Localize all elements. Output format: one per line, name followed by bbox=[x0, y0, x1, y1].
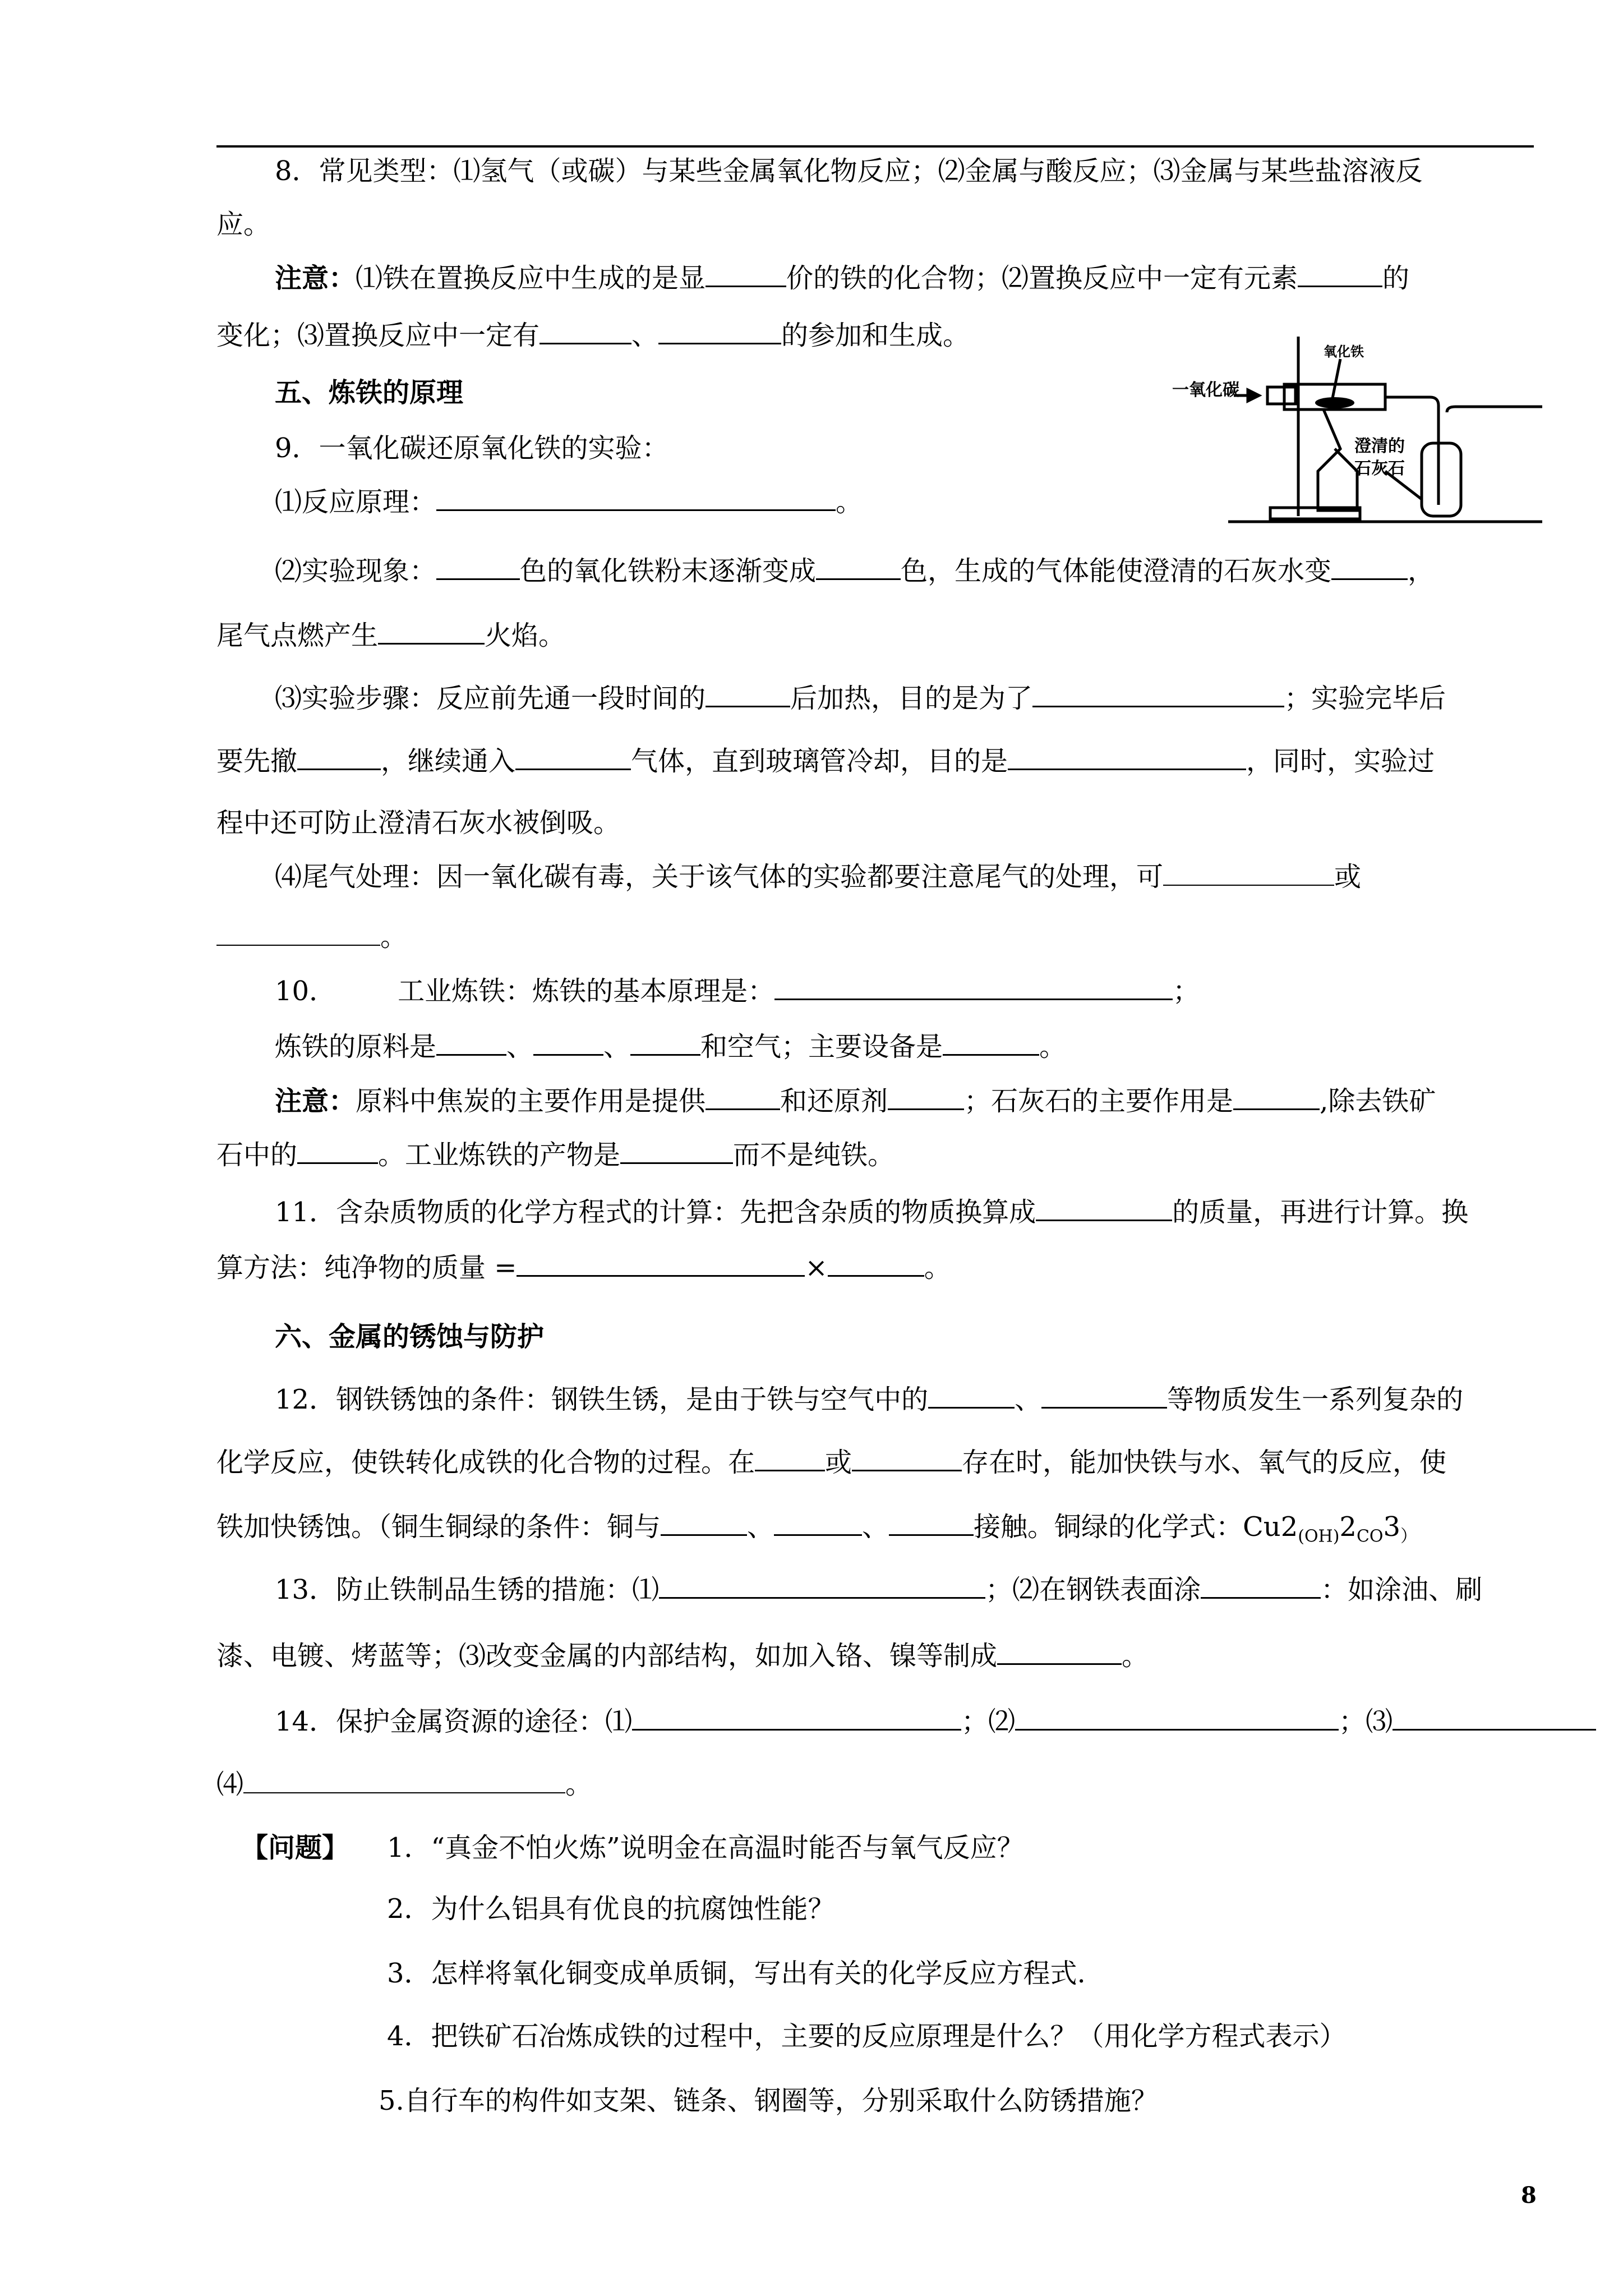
answer-blank bbox=[774, 976, 1173, 1000]
item-9-phenomena-line2: 尾气点燃产生 火焰。 bbox=[216, 620, 566, 651]
answer-blank bbox=[997, 1641, 1122, 1665]
item-9-principle: ⑴反应原理： 。 bbox=[275, 486, 863, 518]
answer-blank bbox=[706, 263, 786, 287]
co-reduction-apparatus-figure bbox=[1172, 331, 1542, 527]
fe2o3-label: 氧化铁 bbox=[1324, 344, 1364, 360]
question-2: 2．为什么铝具有优良的抗腐蚀性能？ bbox=[387, 1893, 835, 1925]
item-13-line2: 漆、电镀、烤蓝等；⑶改变金属的内部结构，如加入铬、镍等制成 。 bbox=[216, 1640, 1149, 1672]
answer-blank bbox=[1201, 1575, 1321, 1599]
answer-blank bbox=[1032, 683, 1284, 707]
answer-blank bbox=[658, 320, 781, 344]
item-9-steps-line2: 要先撤 ，继续通入 气体，直到玻璃管冷却，目的是 ，同时，实验过 bbox=[216, 746, 1435, 777]
note-2-line1: 注意：原料中焦炭的主要作用是提供 和还原剂 ；石灰石的主要作用是 ,除去铁矿 bbox=[275, 1085, 1436, 1117]
item-10-line1: 10． 工业炼铁：炼铁的基本原理是： ； bbox=[275, 976, 1200, 1007]
item-8-line1: 8．常见类型：⑴氢气（或碳）与某些金属氧化物反应；⑵金属与酸反应；⑶金属与某些盐溶液反 bbox=[275, 155, 1423, 187]
item-9-tailgas-line1: ⑷尾气处理：因一氧化碳有毒，关于该气体的实验都要注意尾气的处理，可 或 bbox=[275, 861, 1362, 892]
question-4: 4．把铁矿石冶炼成铁的过程中，主要的反应原理是什么？（用化学方程式表示） bbox=[387, 2021, 1347, 2052]
answer-blank bbox=[661, 1512, 747, 1536]
answer-blank bbox=[828, 1253, 924, 1277]
answer-blank bbox=[1298, 263, 1382, 287]
answer-blank bbox=[216, 922, 380, 946]
answer-blank bbox=[888, 1086, 964, 1110]
item-11-line1: 11．含杂质物质的化学方程式的计算：先把含杂质的物质换算成 的质量，再进行计算。换 bbox=[275, 1197, 1469, 1228]
item-8-line2: 应。 bbox=[216, 209, 271, 240]
question-3: 3．怎样将氧化铜变成单质铜，写出有关的化学反应方程式. bbox=[387, 1958, 1086, 1989]
answer-blank bbox=[540, 320, 631, 344]
answer-blank bbox=[620, 1140, 733, 1164]
answer-blank bbox=[1163, 862, 1334, 886]
answer-blank bbox=[632, 1706, 961, 1731]
header-rule bbox=[216, 145, 1534, 148]
section-5-heading: 五、炼铁的原理 bbox=[275, 377, 464, 408]
answer-blank bbox=[243, 1770, 565, 1793]
answer-blank bbox=[706, 683, 790, 707]
answer-blank bbox=[436, 556, 520, 580]
answer-blank bbox=[1015, 1706, 1339, 1731]
answer-blank bbox=[630, 1032, 700, 1056]
section-6-heading: 六、金属的锈蚀与防护 bbox=[275, 1321, 545, 1352]
answer-blank bbox=[816, 556, 901, 580]
item-14-line1: 14．保护金属资源的途径：⑴ ；⑵ ；⑶ bbox=[275, 1705, 1596, 1738]
limewater-label-2: 石灰石 bbox=[1354, 459, 1405, 478]
answer-blank bbox=[774, 1512, 862, 1536]
item-9-steps-line3: 程中还可防止澄清石灰水被倒吸。 bbox=[216, 807, 621, 839]
answer-blank bbox=[297, 746, 381, 770]
answer-blank bbox=[659, 1575, 985, 1599]
item-12-line3: 铁加快锈蚀。（铜生铜绿的条件：铜与 、 、 接触。铜绿的化学式：$Cu2_{(OH)}2_{CO}3_)$ bbox=[216, 1511, 1418, 1547]
answer-blank bbox=[436, 1032, 506, 1056]
limewater-label-1: 澄清的 bbox=[1354, 436, 1405, 456]
item-12-line1: 12．钢铁锈蚀的条件：钢铁生锈，是由于铁与空气中的 、 等物质发生一系列复杂的 bbox=[275, 1384, 1464, 1415]
answer-blank bbox=[1393, 1706, 1596, 1731]
item-12-line2: 化学反应，使铁转化成铁的化合物的过程。在 或 存在时，能加快铁与水、氧气的反应，使 bbox=[216, 1447, 1447, 1478]
note-1-line1: 注意：⑴铁在置换反应中生成的是显 价的铁的化合物；⑵置换反应中一定有元素 的 bbox=[275, 263, 1410, 294]
item-9-steps-line1: ⑶实验步骤：反应前先通一段时间的 后加热，目的是为了 ；实验完毕后 bbox=[275, 683, 1446, 714]
note-1-line2: 变化；⑶置换反应中一定有 、 的参加和生成。 bbox=[216, 320, 970, 351]
item-9-tailgas-line2: 。 bbox=[216, 920, 407, 954]
answer-blank bbox=[889, 1512, 974, 1536]
answer-blank bbox=[297, 1140, 378, 1164]
item-11-line2: 算方法：纯净物的质量 = × 。 bbox=[216, 1252, 951, 1283]
note-2-line2: 石中的 。工业炼铁的产物是 而不是纯铁。 bbox=[216, 1139, 895, 1171]
item-9-title: 9．一氧化碳还原氧化铁的实验： bbox=[275, 432, 669, 464]
answer-blank bbox=[1041, 1384, 1167, 1409]
verdigris-formula: $2_{(OH)}2_{CO}3_)$ bbox=[1280, 1511, 1418, 1547]
answer-blank bbox=[943, 1032, 1039, 1056]
answer-blank bbox=[1331, 556, 1408, 580]
page-number: 8 bbox=[1521, 2182, 1537, 2208]
answer-blank bbox=[706, 1086, 780, 1110]
question-5: 5.自行车的构件如支架、链条、钢圈等，分别采取什么防锈措施？ bbox=[379, 2085, 1158, 2116]
item-9-phenomena-line1: ⑵实验现象： 色的氧化铁粉末逐渐变成 色，生成的气体能使澄清的石灰水变 ， bbox=[275, 555, 1435, 587]
co-label: 一氧化碳 bbox=[1172, 380, 1239, 400]
answer-blank bbox=[533, 1032, 603, 1056]
answer-blank bbox=[515, 746, 631, 770]
answer-blank bbox=[928, 1384, 1015, 1409]
answer-blank bbox=[852, 1447, 962, 1471]
answer-blank bbox=[1008, 746, 1246, 770]
answer-blank bbox=[517, 1253, 805, 1277]
answer-blank bbox=[378, 620, 485, 645]
item-13-line1: 13．防止铁制品生锈的措施：⑴ ；⑵在钢铁表面涂 ：如涂油、刷 bbox=[275, 1574, 1483, 1605]
item-10-line2: 炼铁的原料是 、 、 和空气；主要设备是 。 bbox=[275, 1031, 1067, 1062]
answer-blank bbox=[1036, 1197, 1172, 1221]
item-14-line2: ⑷ 。 bbox=[216, 1769, 593, 1800]
answer-blank bbox=[1233, 1086, 1320, 1110]
answer-blank bbox=[755, 1447, 825, 1471]
answer-blank bbox=[436, 487, 836, 511]
questions-label: 【问题】 bbox=[241, 1832, 349, 1864]
question-1: 1．“真金不怕火炼”说明金在高温时能否与氧气反应？ bbox=[387, 1832, 1024, 1864]
